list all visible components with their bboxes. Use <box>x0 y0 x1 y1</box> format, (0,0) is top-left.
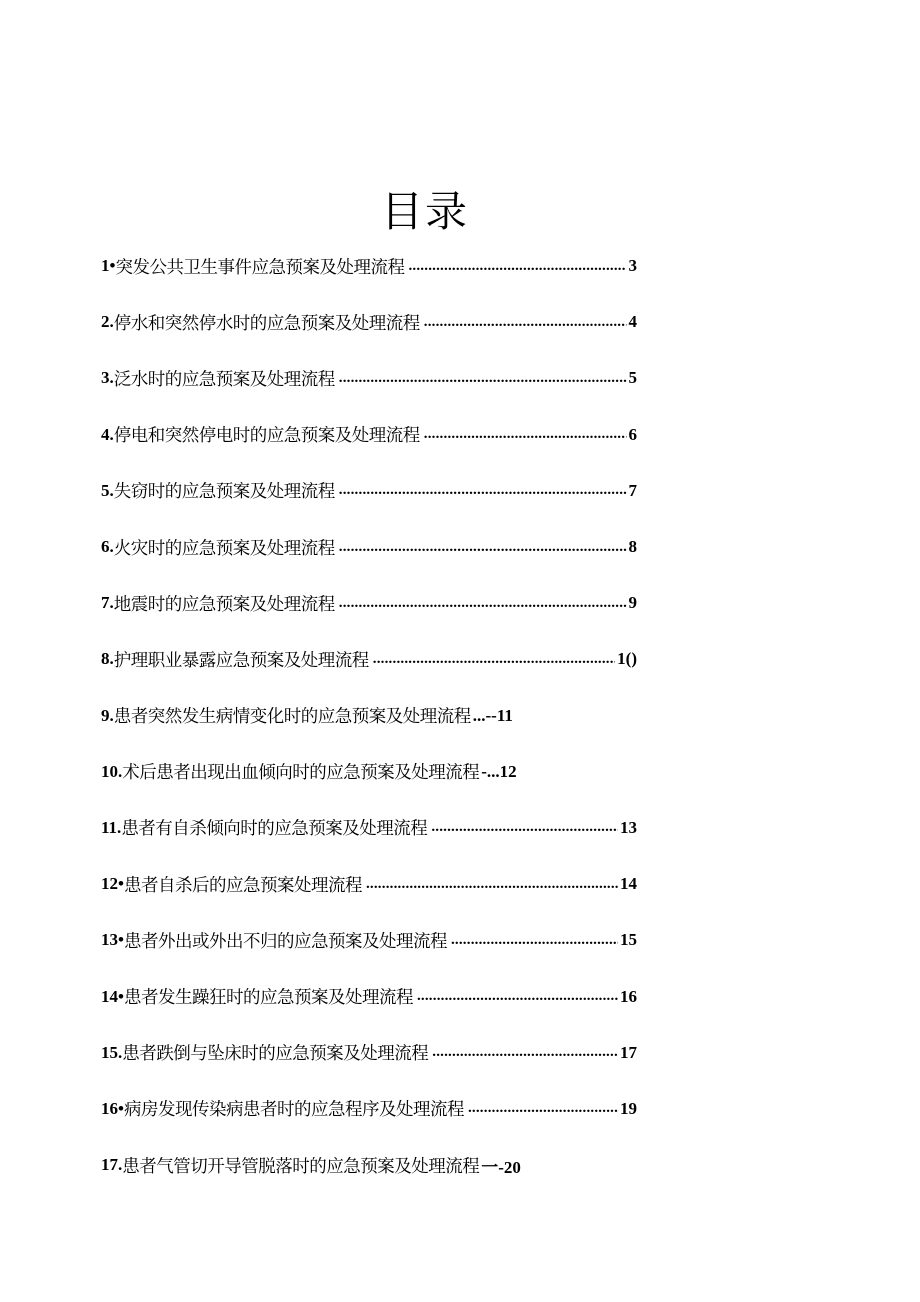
entry-title: 患者发生躁狂时的应急预案及处理流程 <box>123 988 413 1009</box>
dot-leader <box>339 370 627 387</box>
entry-number: 17. <box>101 1155 123 1175</box>
entry-number: 16• <box>101 1098 124 1118</box>
entry-title: 患者突然发生病情变化时的应急预案及处理流程 <box>113 707 471 728</box>
dot-leader <box>339 539 627 556</box>
toc-entry[interactable] <box>101 519 637 575</box>
entry-page-number: 1() <box>617 649 637 669</box>
entry-title: 火灾时的应急预案及处理流程 <box>113 538 335 559</box>
toc-entry[interactable] <box>101 744 661 800</box>
entry-page-number: 5 <box>628 368 637 388</box>
entry-page-number: 13 <box>620 817 637 837</box>
dot-leader <box>424 426 627 443</box>
entry-number: 1• <box>101 256 116 276</box>
entry-page-number: 3 <box>628 256 637 276</box>
dot-leader <box>373 651 615 668</box>
dot-leader <box>432 1044 618 1061</box>
dot-leader <box>468 1100 618 1117</box>
entry-number: 9. <box>101 705 114 725</box>
entry-number: 6. <box>101 537 114 557</box>
entry-page-number: 16 <box>620 986 637 1006</box>
dot-leader <box>431 819 618 836</box>
entry-number: 13• <box>101 930 124 950</box>
toc-entry[interactable] <box>101 1137 661 1193</box>
entry-page-number: ...--11 <box>472 705 513 725</box>
entry-title: 患者跌倒与坠床时的应急预案及处理流程 <box>122 1044 429 1065</box>
entry-page-number: 19 <box>620 1098 637 1118</box>
entry-page-number: 7 <box>628 480 637 500</box>
entry-title: 停水和突然停水时的应急预案及处理流程 <box>113 313 420 334</box>
entry-page-number: 17 <box>620 1042 637 1062</box>
toc-entry[interactable] <box>101 800 637 856</box>
dot-leader <box>417 988 618 1005</box>
entry-page-number: -...12 <box>481 761 517 781</box>
entry-number: 4. <box>101 424 114 444</box>
entry-page-number: 15 <box>620 930 637 950</box>
page-title: 目录 <box>380 187 469 237</box>
toc-entry[interactable] <box>101 238 637 294</box>
entry-number: 3. <box>101 368 114 388</box>
toc-entry[interactable] <box>101 407 637 463</box>
entry-title: 地震时的应急预案及处理流程 <box>113 594 335 615</box>
entry-title: 失窃时的应急预案及处理流程 <box>113 482 335 503</box>
dot-leader <box>366 876 618 893</box>
entry-number: 2. <box>101 312 114 332</box>
entry-title: 泛水时的应急预案及处理流程 <box>113 369 335 390</box>
toc-entry[interactable] <box>101 294 637 350</box>
entry-number: 8. <box>101 649 114 669</box>
entry-page-number: 6 <box>628 424 637 444</box>
toc-entry[interactable] <box>101 1025 637 1081</box>
entry-number: 7. <box>101 593 114 613</box>
entry-title: 病房发现传染病患者时的应急程序及处理流程 <box>123 1100 464 1121</box>
dot-leader <box>451 932 618 949</box>
entry-page-number: 9 <box>628 593 637 613</box>
entry-page-number: 4 <box>628 312 637 332</box>
entry-number: 5. <box>101 480 114 500</box>
toc-entry[interactable] <box>101 350 637 406</box>
toc-entry[interactable] <box>101 463 637 519</box>
dot-leader <box>339 595 627 612</box>
entry-number: 14• <box>101 986 124 1006</box>
entry-number: 10. <box>101 761 123 781</box>
toc-entry[interactable] <box>101 856 637 912</box>
entry-title: 患者自杀后的应急预案处理流程 <box>123 875 362 896</box>
toc-entry[interactable] <box>101 1081 637 1137</box>
dot-leader <box>339 482 627 499</box>
entry-page-number: 14 <box>620 874 637 894</box>
entry-title: 患者外出或外出不归的应急预案及处理流程 <box>123 931 447 952</box>
table-of-contents <box>101 238 661 1193</box>
entry-title: 术后患者出现出血倾向时的应急预案及处理流程 <box>122 763 480 784</box>
entry-number: 11. <box>101 817 122 837</box>
entry-number: 15. <box>101 1042 123 1062</box>
entry-title: 护理职业暴露应急预案及处理流程 <box>113 650 369 671</box>
toc-entry[interactable] <box>101 688 661 744</box>
dot-leader <box>408 258 626 275</box>
entry-title: 停电和突然停电时的应急预案及处理流程 <box>113 426 420 447</box>
entry-title: 突发公共卫生事件应急预案及处理流程 <box>115 257 405 278</box>
entry-page-number: 一-20 <box>481 1157 521 1177</box>
entry-page-number: 8 <box>628 537 637 557</box>
entry-title: 患者气管切开导管脱落时的应急预案及处理流程 <box>122 1156 480 1177</box>
toc-entry[interactable] <box>101 968 637 1024</box>
toc-entry[interactable] <box>101 912 637 968</box>
dot-leader <box>424 314 627 331</box>
entry-number: 12• <box>101 874 124 894</box>
entry-title: 患者有自杀倾向时的应急预案及处理流程 <box>121 819 428 840</box>
toc-entry[interactable] <box>101 575 637 631</box>
toc-entry[interactable] <box>101 631 637 687</box>
